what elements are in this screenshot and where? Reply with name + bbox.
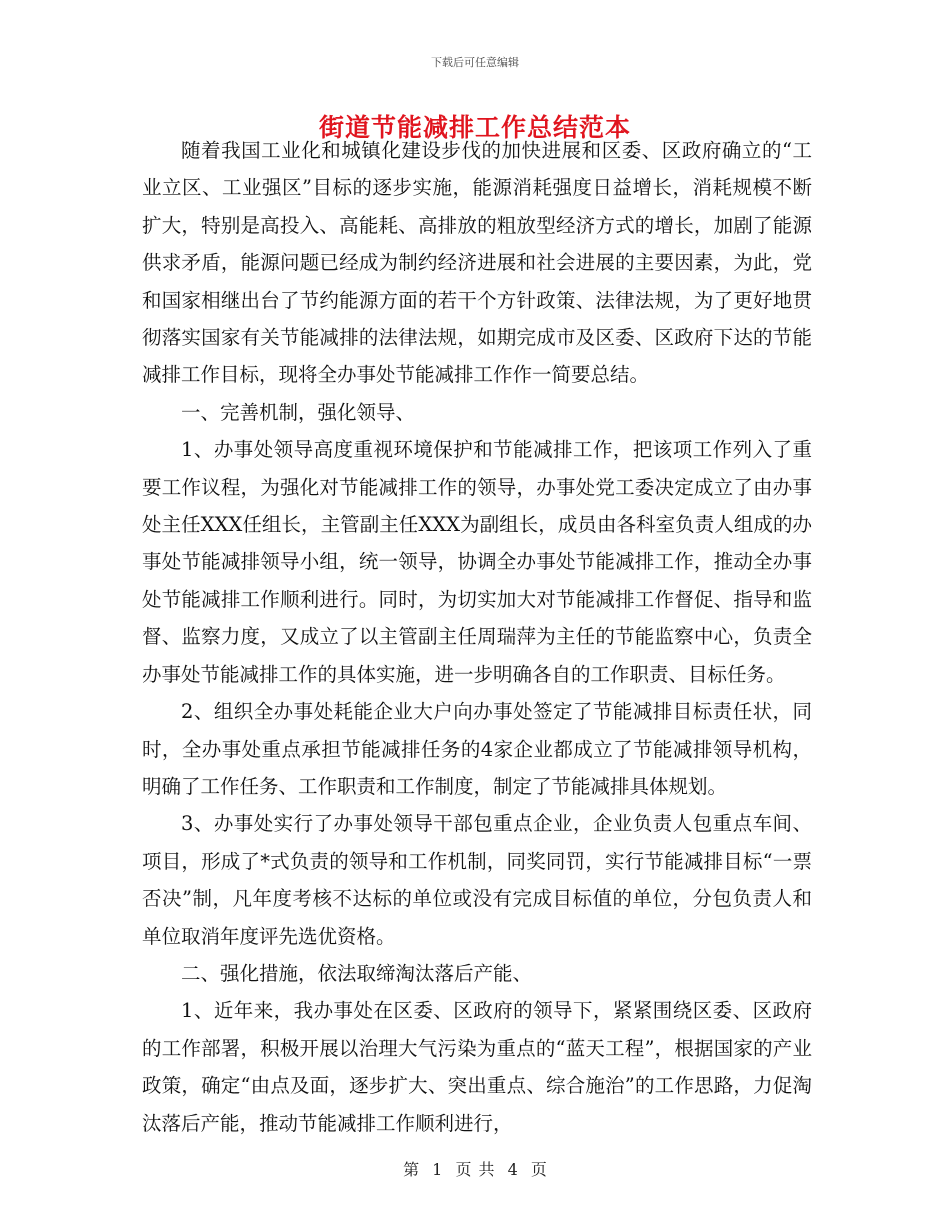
paragraph-1-3: 3、办事处实行了办事处领导干部包重点企业，企业负责人包重点车间、项目，形成了*式负责的领导和工作机制，同奖同罚，实行节能减排目标“一票否决”制，凡年度考核不达标的单位或没有完成目标值的单位，分包负责人和单位取消年度评先选优资格。 xyxy=(142,812,812,948)
document-body xyxy=(142,132,812,1142)
document-title: 街道节能减排工作总结范本 xyxy=(318,113,631,142)
header-note: 下载后可任意编辑 xyxy=(431,56,519,69)
section-heading-1: 一、完善机制，强化领导、 xyxy=(181,400,416,424)
footer-middle: 页 共 xyxy=(455,1160,495,1179)
paragraph-1-2: 2、组织全办事处耗能企业大户向办事处签定了节能减排目标责任状，同时，全办事处重点承担节能减排任务的4家企业都成立了节能减排领导机构，明确了工作任务、工作职责和工作制度，制定了节能减排具体规划。 xyxy=(142,700,812,798)
section-heading-2: 二、强化措施，依法取缔淘汰落后产能、 xyxy=(181,961,533,985)
page-footer xyxy=(0,1157,950,1180)
page-number: 1 xyxy=(432,1160,443,1179)
footer-suffix: 页 xyxy=(530,1160,547,1179)
paragraph-1-1: 1、办事处领导高度重视环境保护和节能减排工作，把该项工作列入了重要工作议程，为强化对节能减排工作的领导，办事处党工委决定成立了由办事处主任XXX任组长，主管副主任XXX为副组长，成员由各科室负责人组成的办事处节能减排领导小组，统一领导，协调全办事处节能减排工作，推动全办事处节能减排工作顺利进行。同时，为切实加大对节能减排工作督促、指导和监督、监察力度，又成立了以主管副主任周瑞萍为主任的节能监察中心，负责全办事处节能减排工作的具体实施，进一步明确各自的工作职责、目标任务。 xyxy=(142,438,812,686)
page-total: 4 xyxy=(507,1160,518,1179)
paragraph-intro: 随着我国工业化和城镇化建设步伐的加快进展和区委、区政府确立的“工业立区、工业强区”目标的逐步实施，能源消耗强度日益增长，消耗规模不断扩大，特别是高投入、高能耗、高排放的粗放型经济方式的增长，加剧了能源供求矛盾，能源问题已经成为制约经济进展和社会进展的主要因素，为此，党和国家相继出台了节约能源方面的若干个方针政策、法律法规，为了更好地贯彻落实国家有关节能减排的法律法规，如期完成市及区委、区政府下达的节能减排工作目标，现将全办事处节能减排工作作一简要总结。 xyxy=(142,139,812,387)
paragraph-2-1: 1、近年来，我办事处在区委、区政府的领导下，紧紧围绕区委、区政府的工作部署，积极开展以治理大气污染为重点的“蓝天工程”，根据国家的产业政策，确定“由点及面，逐步扩大、突出重点、综合施治”的工作思路，力促淘汰落后产能，推动节能减排工作顺利进行， xyxy=(142,999,812,1135)
footer-prefix: 第 xyxy=(403,1160,420,1179)
